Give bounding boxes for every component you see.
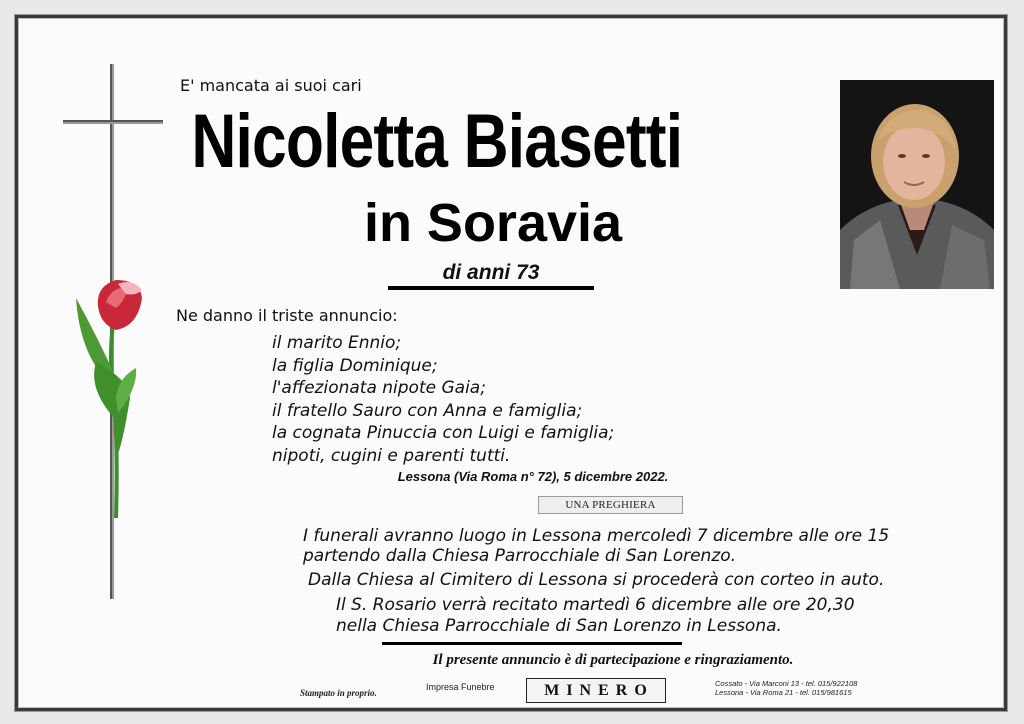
rosary-text-line: nella Chiesa Parrocchiale di San Lorenzo in Lessona. [336, 616, 782, 636]
list-item: la figlia Dominique; [272, 355, 438, 376]
list-item: la cognata Pinuccia con Luigi e famiglia; [272, 423, 615, 443]
cross-with-tulip-decoration [58, 58, 168, 603]
agency-logo: MINERO [526, 678, 666, 703]
printed-note: Stampato in proprio. [300, 688, 377, 698]
funeral-text-line: partendo dalla Chiesa Parrocchiale di San Lorenzo. [303, 546, 737, 566]
rosary-text-line: Il S. Rosario verrà recitato martedì 6 dicembre alle ore 20,30 [336, 595, 855, 615]
list-item: l'affezionata nipote Gaia; [272, 378, 486, 398]
mourners-list [272, 332, 614, 467]
agency-address: Lessona - Via Roma 21 - tel. 015/981615 [715, 688, 852, 697]
deceased-married-name: in Soravia [363, 193, 623, 253]
divider [382, 642, 682, 645]
obituary-sheet [15, 15, 1007, 711]
list-item: nipoti, cugini e parenti tutti. [272, 445, 511, 466]
agency-label: Impresa Funebre [426, 682, 495, 692]
intro-text: E' mancata ai suoi cari [180, 76, 362, 95]
closing-statement: Il presente annuncio è di partecipazione e ringraziamento. [432, 652, 794, 668]
procession-text-line: Dalla Chiesa al Cimitero di Lessona si procederà con corteo in auto. [308, 570, 885, 590]
place-date: Lessona (Via Roma n° 72), 5 dicembre 2022. [397, 469, 669, 484]
age-underline [388, 286, 594, 290]
deceased-age: di anni 73 [442, 261, 540, 284]
funeral-text-line: I funerali avranno luogo in Lessona mercoledì 7 dicembre alle ore 15 [303, 526, 890, 546]
announce-label: Ne danno il triste annuncio: [176, 306, 398, 325]
prayer-button[interactable]: UNA PREGHIERA [538, 496, 683, 514]
deceased-name: Nicoletta Biasetti [191, 99, 683, 184]
portrait-photo [840, 80, 994, 289]
agency-address: Cossato - Via Marconi 13 - tel. 015/922108 [715, 679, 858, 688]
list-item: il marito Ennio; [272, 333, 402, 353]
list-item: il fratello Sauro con Anna e famiglia; [272, 400, 583, 421]
